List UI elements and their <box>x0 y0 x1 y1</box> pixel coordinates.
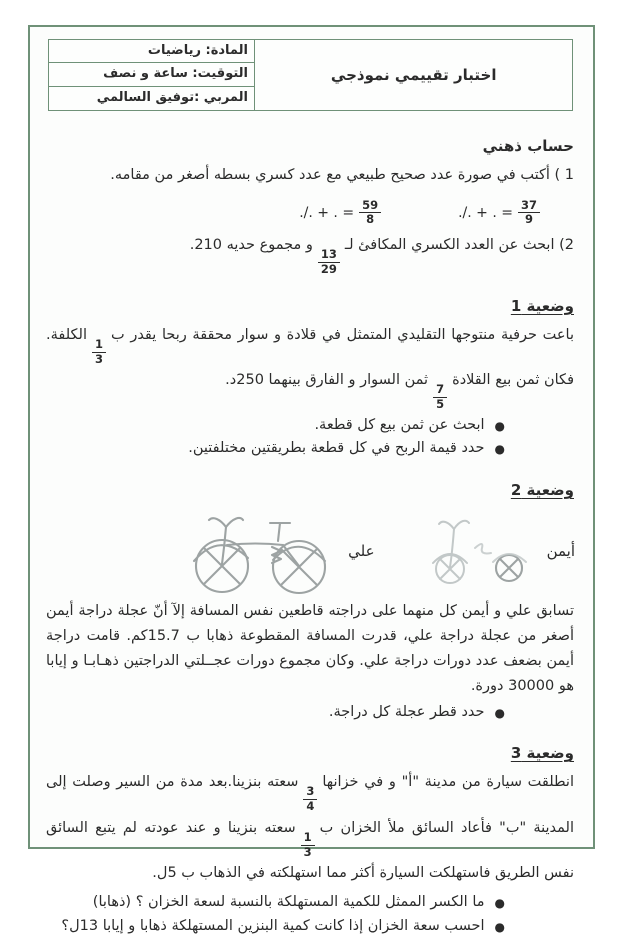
bullet-icon: ● <box>494 442 505 457</box>
situation3-bullets <box>46 891 505 938</box>
page-frame <box>28 25 595 934</box>
header-labels-column <box>48 39 256 111</box>
bicycle-sketch-aymen <box>423 512 535 590</box>
header-teacher: المربي :توفيق السالمي <box>48 86 256 111</box>
situation3-paragraph: انطلقت سيارة من مدينة "أ" و في خزانها $\frac{3}{4}$ سعته بنزينا.بعد مدة من السير وصلت إلى المدينة "ب" فأعاد السائق ملأ الخزان ب $\frac{1}{3}$ سعته بنزينا و عند عودته لم يتبع السائق نفس الطريق فاستهلكت السيارة أكثر مما استهلكته في الذهاب ب 5ل. <box>46 774 574 882</box>
list-item: ● احسب سعة الخزان إذا كانت كمية البنزين المستهلكة ذهابا و إيابا 13ل؟ <box>46 915 505 938</box>
header-duration: التوقيت: ساعة و نصف <box>48 62 256 87</box>
fraction-3-4: $\frac{3}{4}$ <box>303 785 317 814</box>
bullet-icon: ● <box>494 418 505 433</box>
situation2-paragraph: تسابق علي و أيمن كل منهما على دراجته قاطعين نفس المسافة إلآ أنّ عجلة دراجة أيمن أصغر من عجلة دراجة علي، قدرت المسافة المقطوعة ذهابا ب 15.7كم. قامت دراجة أيمن بضعف عدد دورات دراجة علي. وكان مجموع دورات عجــلتي الدراجتين ذهـابـا و إيابا هو 30000 دورة. <box>46 602 574 694</box>
rider-label-ali: علي <box>348 541 375 560</box>
fraction-37-9: $\frac{37}{9}$ <box>518 199 540 228</box>
equation-37-9: ./. + . = $\frac{37}{9}$ <box>458 199 545 228</box>
exam-title: اختبار تقييمي نموذجي <box>254 39 573 111</box>
list-item: ● حدد قيمة الربح في كل قطعة بطريقتين مختلفتين. <box>46 437 505 460</box>
list-item: ● ابحث عن ثمن بيع كل قطعة. <box>46 414 505 437</box>
mental-question-1: 1 ) أكتب في صورة عدد صحيح طبيعي مع عدد كسري بسطه أصغر من مقامه. <box>110 166 574 183</box>
header-table <box>48 39 573 111</box>
fraction-1-3: $\frac{1}{3}$ <box>301 831 315 860</box>
fraction-59-8: $\frac{59}{8}$ <box>359 199 381 228</box>
fraction-7-5: $\frac{7}{5}$ <box>433 383 447 412</box>
bullet-icon: ● <box>494 919 505 934</box>
equation-59-8: ./. + . = $\frac{59}{8}$ <box>299 199 386 228</box>
bullet-icon: ● <box>494 896 505 911</box>
mental-equations <box>46 199 577 228</box>
situation1-paragraph: باعت حرفية منتوجها التقليدي المتمثل في قلادة و سوار محققة ربحا يقدر ب $\frac{1}{3}$ الكلفة. فكان ثمن بيع القلادة $\frac{7}{5}$ ثمن السوار و الفارق بينهما 250د. <box>46 326 574 412</box>
mental-heading: حساب ذهني <box>482 136 574 155</box>
list-item: ● ما الكسر الممثل للكمية المستهلكة بالنسبة لسعة الخزان ؟ (ذهابا) <box>46 891 505 914</box>
situation1-bullets <box>46 414 505 461</box>
mental-question-2: 2) ابحث عن العدد الكسري المكافئ لـ $\frac{13}{29}$ و مجموع حديه 210. <box>189 237 574 276</box>
situation1-heading: وضعية 1 <box>510 296 574 315</box>
bullet-icon: ● <box>494 705 505 720</box>
fraction-13-29: $\frac{13}{29}$ <box>318 248 340 277</box>
bicycles-illustration <box>46 505 575 597</box>
situation2-bullets <box>46 701 505 724</box>
header-subject: المادة: رياضيات <box>48 39 256 64</box>
bicycle-sketch-ali <box>186 505 336 597</box>
fraction-1-3: $\frac{1}{3}$ <box>92 338 106 367</box>
situation2-heading: وضعية 2 <box>510 480 574 499</box>
situation3-heading: وضعية 3 <box>510 744 574 763</box>
list-item: ● حدد قطر عجلة كل دراجة. <box>46 701 505 724</box>
rider-label-aymen: أيمن <box>546 541 575 560</box>
